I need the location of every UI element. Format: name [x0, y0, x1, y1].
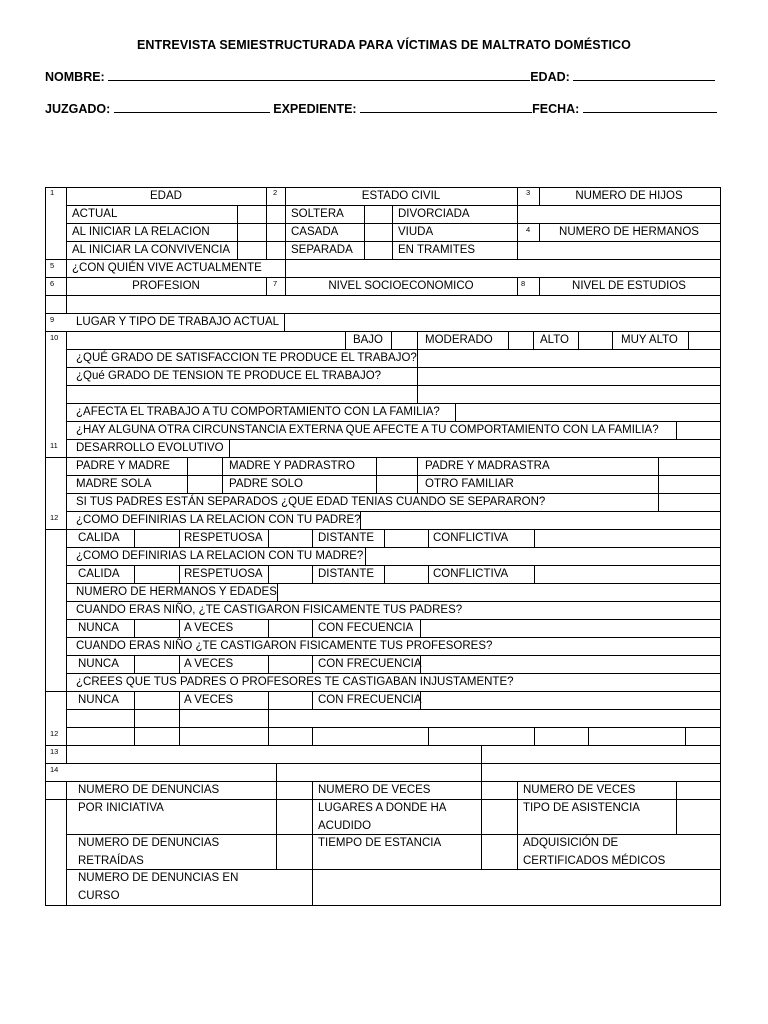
alto-label: ALTO	[540, 334, 569, 346]
numero-veces-label: NUMERO DE VECES	[523, 784, 636, 796]
table-rule	[134, 529, 135, 548]
table-rule	[66, 547, 721, 548]
table-rule	[179, 529, 180, 548]
table-rule	[134, 565, 135, 584]
castigo-padres-question: CUANDO ERAS NIÑO, ¿TE CASTIGARON FISICAMENTE TUS PADRES?	[76, 604, 463, 616]
table-rule	[134, 619, 135, 638]
table-rule	[676, 781, 677, 835]
respetuosa-label: RESPETUOSA	[184, 568, 263, 580]
table-rule	[134, 691, 135, 728]
con-frecuencia-label: CON FRECUENCIA	[318, 658, 422, 670]
table-rule	[66, 403, 721, 404]
con-frecuencia-label: CON FECUENCIA	[318, 622, 414, 634]
table-rule	[688, 331, 689, 350]
table-rule	[612, 331, 613, 350]
table-rule	[66, 187, 67, 314]
otro-familiar-label: OTRO FAMILIAR	[425, 478, 514, 490]
table-rule	[312, 529, 313, 548]
casada-label: CASADA	[291, 226, 339, 238]
row-number: 14	[50, 765, 59, 774]
padres-separados-question: SI TUS PADRES ESTÁN SEPARADOS ¿QUE EDAD TENIAS CUANDO SE SEPARARON?	[76, 496, 546, 508]
edad-header: EDAD	[150, 190, 182, 202]
expediente-field[interactable]	[360, 101, 532, 113]
table-rule	[66, 475, 721, 476]
table-rule	[428, 727, 429, 746]
table-rule	[134, 727, 135, 746]
table-rule	[417, 457, 418, 494]
table-rule	[179, 619, 180, 638]
row-number: 13	[50, 747, 59, 756]
afecta-question: ¿AFECTA EL TRABAJO A TU COMPORTAMIENTO CON LA FAMILIA?	[76, 406, 440, 418]
table-rule	[66, 331, 67, 764]
table-rule	[45, 905, 721, 906]
form-title: ENTREVISTA SEMIESTRUCTURADA PARA VÍCTIMAS DE MALTRATO DOMÉSTICO	[136, 38, 632, 52]
table-rule	[312, 619, 313, 638]
table-rule	[481, 745, 482, 782]
row-number: 9	[50, 315, 55, 324]
table-rule	[45, 691, 721, 692]
adquisicion-certificados-label: ADQUISICIÓN DE	[523, 837, 619, 849]
table-rule	[66, 601, 721, 602]
table-rule	[66, 241, 721, 242]
denuncias-curso-label: NUMERO DE DENUNCIAS EN	[78, 872, 239, 884]
conflictiva-label: CONFLICTIVA	[433, 532, 509, 544]
row-number: 10	[50, 333, 59, 342]
table-rule	[66, 439, 721, 440]
table-rule	[276, 781, 277, 870]
table-rule	[268, 565, 269, 584]
numero-denuncias-label: NUMERO DE DENUNCIAS	[78, 784, 220, 796]
numero-hijos-header: NUMERO DE HIJOS	[575, 190, 683, 202]
madre-y-padrastro-label: MADRE Y PADRASTRO	[229, 460, 355, 472]
table-rule	[517, 781, 518, 870]
table-rule	[676, 421, 677, 440]
table-rule	[66, 421, 721, 422]
table-rule	[420, 619, 421, 638]
table-rule	[685, 727, 686, 746]
row-number: 5	[50, 261, 55, 270]
row-number: 12	[50, 729, 59, 738]
table-rule	[66, 385, 721, 386]
nunca-label: NUNCA	[78, 658, 119, 670]
row-number: 2	[273, 188, 278, 197]
table-rule	[66, 781, 67, 906]
table-rule	[365, 547, 366, 566]
table-rule	[66, 709, 721, 710]
numero-hermanos-header: NUMERO DE HERMANOS	[559, 226, 699, 238]
row-number: 12	[50, 513, 59, 522]
table-rule	[268, 691, 269, 728]
divorciada-label: DIVORCIADA	[398, 208, 470, 220]
moderado-label: MODERADO	[425, 334, 493, 346]
tension-question: ¿Qué GRADO DE TENSION TE PRODUCE EL TRABAJO?	[76, 370, 382, 382]
table-rule	[658, 457, 659, 512]
table-rule	[455, 403, 456, 422]
table-rule	[312, 691, 313, 710]
lugares-acudido-label: LUGARES A DONDE HA	[318, 802, 447, 814]
table-rule	[268, 619, 269, 638]
al-iniciar-convivencia-label: AL INICIAR LA CONVIVENCIA	[72, 244, 231, 256]
en-tramites-label: EN TRAMITES	[398, 244, 476, 256]
a-veces-label: A VECES	[184, 622, 234, 634]
table-rule	[517, 187, 518, 260]
table-rule	[66, 565, 721, 566]
table-rule	[392, 205, 393, 260]
actual-label: ACTUAL	[72, 208, 118, 220]
table-rule	[285, 259, 286, 278]
table-rule	[268, 529, 269, 548]
nombre-label: NOMBRE:	[45, 70, 105, 84]
row-number: 8	[521, 279, 526, 288]
distante-label: DISTANTE	[318, 532, 375, 544]
row-number: 6	[50, 279, 55, 288]
lugares-acudido-label-2: ACUDIDO	[318, 820, 372, 832]
adquisicion-certificados-label-2: CERTIFICADOS MÉDICOS	[523, 855, 666, 867]
table-rule	[66, 205, 721, 206]
estado-civil-header: ESTADO CIVIL	[361, 190, 441, 202]
separada-label: SEPARADA	[291, 244, 353, 256]
castigo-profesores-question: CUANDO ERAS NIÑO ¿TE CASTIGARON FISICAMENTE TUS PROFESORES?	[76, 640, 493, 652]
table-rule	[66, 869, 721, 870]
table-rule	[45, 457, 721, 458]
table-rule	[45, 187, 721, 188]
table-rule	[66, 727, 721, 728]
table-rule	[134, 655, 135, 674]
fecha-label: FECHA:	[532, 102, 580, 116]
table-rule	[45, 277, 721, 278]
table-rule	[312, 565, 313, 584]
table-rule	[417, 349, 418, 404]
table-rule	[179, 727, 180, 746]
table-rule	[66, 223, 721, 224]
desarrollo-evolutivo-label: DESARROLLO EVOLUTIVO	[76, 442, 224, 454]
table-rule	[384, 529, 385, 548]
table-rule	[66, 367, 721, 368]
nivel-estudios-header: NIVEL DE ESTUDIOS	[572, 280, 686, 292]
viuda-label: VIUDA	[398, 226, 434, 238]
table-rule	[534, 565, 535, 584]
table-rule	[66, 583, 721, 584]
table-rule	[66, 511, 721, 512]
juzgado-label: JUZGADO:	[45, 102, 111, 116]
respetuosa-label: RESPETUOSA	[184, 532, 263, 544]
padre-y-madre-label: PADRE Y MADRE	[76, 460, 170, 472]
table-rule	[45, 313, 721, 314]
table-rule	[391, 331, 392, 350]
table-rule	[66, 619, 721, 620]
table-rule	[45, 763, 721, 764]
table-rule	[312, 655, 313, 674]
table-rule	[364, 205, 365, 260]
table-rule	[428, 565, 429, 584]
table-rule	[588, 727, 589, 746]
distante-label: DISTANTE	[318, 568, 375, 580]
bajo-label: BAJO	[352, 334, 384, 346]
calida-label: CALIDA	[78, 532, 120, 544]
padre-solo-label: PADRE SOLO	[229, 478, 303, 490]
muy-alto-label: MUY ALTO	[621, 334, 678, 346]
table-rule	[45, 529, 721, 530]
table-rule	[533, 331, 534, 350]
table-rule	[45, 295, 721, 296]
tipo-asistencia-label: TIPO DE ASISTENCIA	[523, 802, 640, 814]
table-rule	[376, 457, 377, 494]
row-number: 4	[526, 225, 531, 234]
nunca-label: NUNCA	[78, 694, 119, 706]
table-rule	[277, 583, 278, 602]
table-rule	[268, 727, 269, 746]
table-rule	[179, 691, 180, 728]
table-rule	[66, 834, 721, 835]
fecha-field[interactable]	[583, 101, 717, 113]
satisfaccion-question: ¿QUÉ GRADO DE SATISFACCION TE PRODUCE EL TRABAJO?	[76, 352, 417, 364]
table-rule	[179, 565, 180, 584]
table-rule	[428, 529, 429, 548]
table-rule	[45, 259, 721, 260]
table-rule	[237, 205, 238, 260]
table-rule	[508, 331, 509, 350]
row-number: 3	[526, 188, 531, 197]
table-rule	[517, 277, 518, 296]
a-veces-label: A VECES	[184, 658, 234, 670]
table-rule	[66, 349, 721, 350]
table-rule	[720, 187, 721, 906]
row-number: 1	[50, 188, 55, 197]
tiempo-estancia-label: TIEMPO DE ESTANCIA	[318, 837, 442, 849]
nombre-line	[45, 69, 715, 84]
con-frecuencia-label: CON FRECUENCIA	[318, 694, 422, 706]
denuncias-retraidas-label-2: RETRAÍDAS	[78, 855, 144, 867]
relacion-padre-question: ¿COMO DEFINIRIAS LA RELACION CON TU PADRE?	[76, 514, 361, 526]
table-rule	[45, 745, 721, 746]
padre-y-madrastra-label: PADRE Y MADRASTRA	[425, 460, 550, 472]
juzgado-line	[45, 101, 717, 116]
table-rule	[384, 565, 385, 584]
table-rule	[45, 799, 721, 800]
otra-circunstancia-question: ¿HAY ALGUNA OTRA CIRCUNSTANCIA EXTERNA QUE AFECTE A TU COMPORTAMIENTO CON LA FAMILIA?	[76, 424, 659, 436]
table-rule	[179, 655, 180, 674]
por-iniciativa-label: POR INICIATIVA	[78, 802, 164, 814]
table-rule	[284, 313, 285, 332]
table-rule	[312, 781, 313, 906]
table-rule	[66, 673, 721, 674]
madre-sola-label: MADRE SOLA	[76, 478, 152, 490]
table-rule	[66, 655, 721, 656]
table-rule	[66, 637, 721, 638]
table-rule	[222, 457, 223, 494]
table-rule	[417, 331, 418, 350]
expediente-label: EXPEDIENTE:	[273, 102, 357, 116]
nunca-label: NUNCA	[78, 622, 119, 634]
con-quien-vive-label: ¿CON QUIÉN VIVE ACTUALMENTE	[72, 262, 262, 274]
a-veces-label: A VECES	[184, 694, 234, 706]
castigo-injusto-question: ¿CREES QUE TUS PADRES O PROFESORES TE CASTIGABAN INJUSTAMENTE?	[76, 676, 514, 688]
table-rule	[66, 493, 721, 494]
edad-field[interactable]	[573, 69, 715, 81]
table-rule	[266, 187, 267, 260]
conflictiva-label: CONFLICTIVA	[433, 568, 509, 580]
juzgado-field[interactable]	[114, 101, 270, 113]
lugar-trabajo-label: LUGAR Y TIPO DE TRABAJO ACTUAL	[76, 316, 280, 328]
row-number: 7	[273, 279, 278, 288]
denuncias-curso-label-2: CURSO	[78, 890, 120, 902]
table-rule	[312, 727, 313, 746]
table-rule	[276, 763, 277, 782]
al-iniciar-relacion-label: AL INICIAR LA RELACION	[72, 226, 210, 238]
profesion-header: PROFESION	[132, 280, 200, 292]
table-rule	[45, 187, 46, 906]
row-number: 11	[50, 441, 58, 450]
numero-veces-label: NUMERO DE VECES	[318, 784, 431, 796]
edad-label: EDAD:	[530, 70, 570, 84]
hermanos-edades-label: NUMERO DE HERMANOS Y EDADES	[76, 586, 277, 598]
table-rule	[45, 331, 721, 332]
table-rule	[266, 277, 267, 296]
table-rule	[534, 529, 535, 548]
soltera-label: SOLTERA	[291, 208, 344, 220]
relacion-madre-question: ¿COMO DEFINIRIAS LA RELACION CON TU MADRE?	[76, 550, 364, 562]
table-rule	[229, 439, 230, 458]
table-rule	[268, 655, 269, 674]
table-rule	[187, 457, 188, 494]
nombre-field[interactable]	[108, 69, 530, 81]
calida-label: CALIDA	[78, 568, 120, 580]
table-rule	[534, 727, 535, 746]
table-rule	[578, 331, 579, 350]
table-rule	[45, 781, 721, 782]
denuncias-retraidas-label: NUMERO DE DENUNCIAS	[78, 837, 220, 849]
table-rule	[481, 781, 482, 870]
nivel-socioeconomico-header: NIVEL SOCIOECONOMICO	[328, 280, 474, 292]
